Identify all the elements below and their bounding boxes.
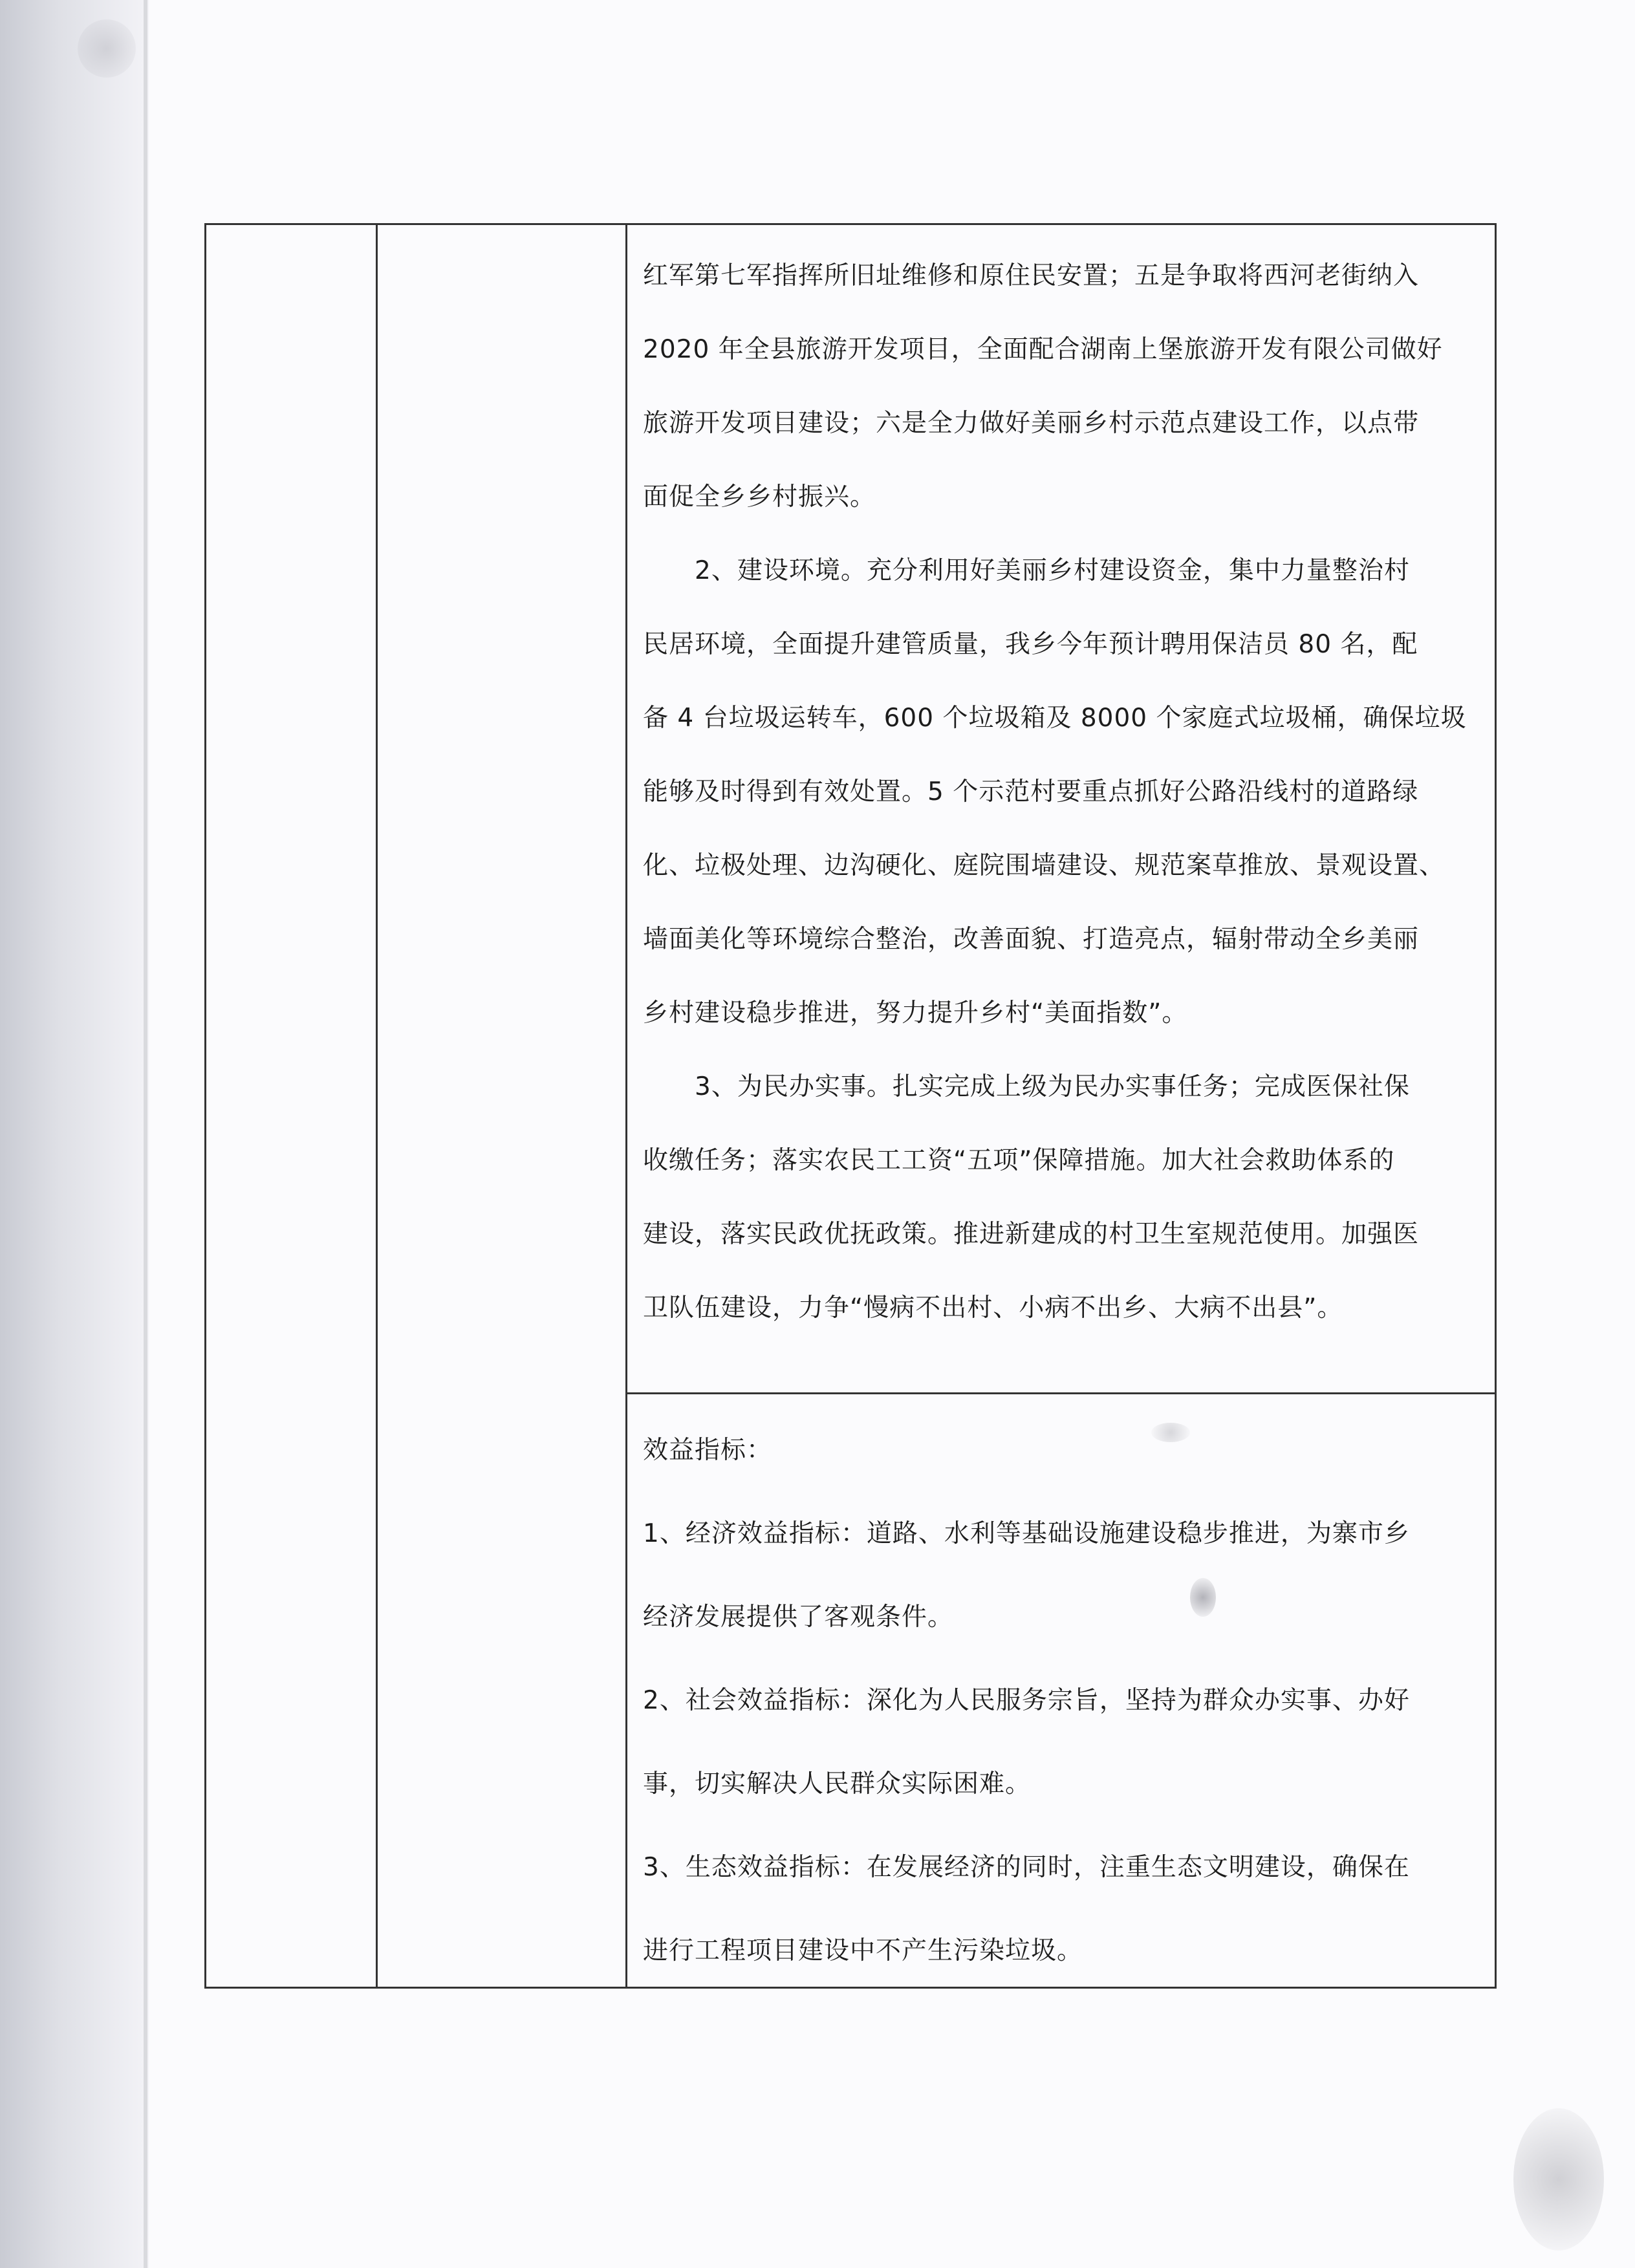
scan-smudge — [1151, 1423, 1190, 1442]
text-line: 卫队伍建设，力争“慢病不出村、小病不出乡、大病不出县”。 — [643, 1293, 1343, 1323]
text-line: 红军第七军指挥所旧址维修和原住民安置；五是争取将西河老街纳入 — [643, 261, 1420, 290]
text-line: 3、为民办实事。扎实完成上级为民办实事任务；完成医保社保 — [695, 1072, 1410, 1101]
text-line: 3、生态效益指标：在发展经济的同时，注重生态文明建设，确保在 — [643, 1853, 1410, 1882]
scan-smudge — [78, 19, 136, 78]
text-line: 事，切实解决人民群众实际困难。 — [643, 1769, 1032, 1798]
scan-smudge — [1513, 2108, 1604, 2251]
scan-smudge — [1190, 1578, 1216, 1617]
text-line: 民居环境，全面提升建管质量，我乡今年预计聘用保洁员 80 名，配 — [643, 630, 1418, 659]
text-line: 能够及时得到有效处置。5 个示范村要重点抓好公路沿线村的道路绿 — [643, 777, 1419, 806]
work-plan-cell — [643, 239, 1484, 1345]
text-line: 墙面美化等环境综合整治，改善面貌、打造亮点，辐射带动全乡美丽 — [643, 925, 1420, 954]
scan-binding-shadow — [0, 0, 149, 2268]
benefit-heading: 效益指标： — [643, 1436, 773, 1465]
table-column-divider-2 — [625, 225, 627, 1987]
text-line: 乡村建设稳步推进，努力提升乡村“美面指数”。 — [643, 999, 1188, 1028]
text-line: 2020 年全县旅游开发项目，全面配合湖南上堡旅游开发有限公司做好 — [643, 335, 1443, 364]
text-line: 1、经济效益指标：道路、水利等基础设施建设稳步推进，为寨市乡 — [643, 1519, 1410, 1548]
text-line: 2、建设环境。充分利用好美丽乡村建设资金，集中力量整治村 — [695, 556, 1410, 585]
table-row-divider — [625, 1392, 1495, 1394]
text-line: 进行工程项目建设中不产生污染垃圾。 — [643, 1936, 1083, 1965]
text-line: 面促全乡乡村振兴。 — [643, 482, 876, 512]
scan-page-edge — [144, 0, 147, 2268]
text-line: 旅游开发项目建设；六是全力做好美丽乡村示范点建设工作，以点带 — [643, 409, 1420, 438]
text-line: 建设，落实民政优抚政策。推进新建成的村卫生室规范使用。加强医 — [643, 1220, 1420, 1249]
text-line: 经济发展提供了客观条件。 — [643, 1603, 954, 1632]
text-line: 备 4 台垃圾运转车，600 个垃圾箱及 8000 个家庭式垃圾桶，确保垃圾 — [643, 704, 1467, 733]
text-line: 化、垃极处理、边沟硬化、庭院围墙建设、规范案草推放、景观设置、 — [643, 851, 1446, 880]
text-line: 2、社会效益指标：深化为人民服务宗旨，坚持为群众办实事、办好 — [643, 1686, 1410, 1715]
text-line: 收缴任务；落实农民工工资“五项”保障措施。加大社会救助体系的 — [643, 1146, 1395, 1175]
benefit-indicators-cell — [643, 1409, 1484, 1993]
table-column-divider-1 — [376, 225, 378, 1987]
document-table — [204, 223, 1497, 1989]
